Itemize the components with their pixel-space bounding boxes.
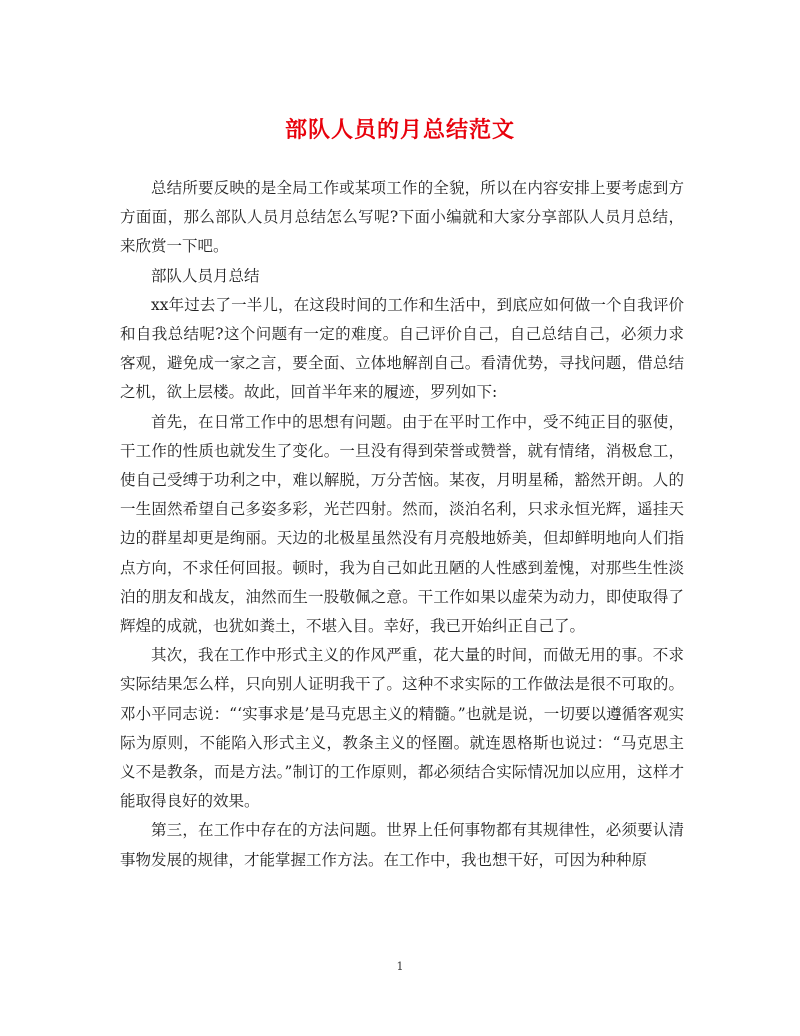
intro-paragraph: 总结所要反映的是全局工作或某项工作的全貌，所以在内容安排上要考虑到方方面面，那么部队人员月总结怎么写呢?下面小编就和大家分享部队人员月总结，来欣赏一下吧。 [120, 179, 684, 256]
section-heading: 部队人员月总结 [151, 266, 260, 285]
document-title: 部队人员的月总结范文 [284, 117, 515, 143]
body-paragraph: 其次，我在工作中形式主义的作风严重，花大量的时间，而做无用的事。不求实际结果怎么样，只向别人证明我干了。这种不求实际的工作做法是很不可取的。邓小平同志说：“‘实事求是’是马克思主义的精髓。”也就是说，一切要以遵循客观实际为原则，不能陷入形式主义，教条主义的怪圈。就连恩格斯也说过：“马克思主义不是教条，而是方法。”制订的工作原则，都必须结合实际情况加以应用，这样才能取得良好的效果。 [120, 646, 684, 811]
body-paragraph: xx年过去了一半儿，在这段时间的工作和生活中，到底应如何做一个自我评价和自我总结呢?这个问题有一定的难度。自己评价自己，自己总结自己，必须力求客观，避免成一家之言，要全面、立体地解剖自己。看清优势，寻找问题，借总结之机，欲上层楼。故此，回首半年来的履迹，罗列如下: [120, 295, 684, 402]
body-paragraph: 第三，在工作中存在的方法问题。世界上任何事物都有其规律性，必须要认清事物发展的规律，才能掌握工作方法。在工作中，我也想干好，可因为种种原 [120, 821, 684, 869]
page-number: 1 [396, 960, 404, 973]
document-body [120, 174, 684, 875]
body-paragraph: 首先，在日常工作中的思想有问题。由于在平时工作中，受不纯正目的驱使，干工作的性质也就发生了变化。一旦没有得到荣誉或赞誉，就有情绪，消极怠工，使自己受缚于功利之中，难以解脱，万分苦恼。某夜，月明星稀，豁然开朗。人的一生固然希望自己多姿多彩，光芒四射。然而，淡泊名利，只求永恒光辉，遥挂天边的群星却更是绚丽。天边的北极星虽然没有月亮般地娇美，但却鲜明地向人们指点方向，不求任何回报。顿时，我为自己如此丑陋的人性感到羞愧，对那些生性淡泊的朋友和战友，油然而生一股敬佩之意。干工作如果以虚荣为动力，即使取得了辉煌的成就，也犹如粪土，不堪入目。幸好，我已开始纠正自己了。 [120, 412, 684, 636]
